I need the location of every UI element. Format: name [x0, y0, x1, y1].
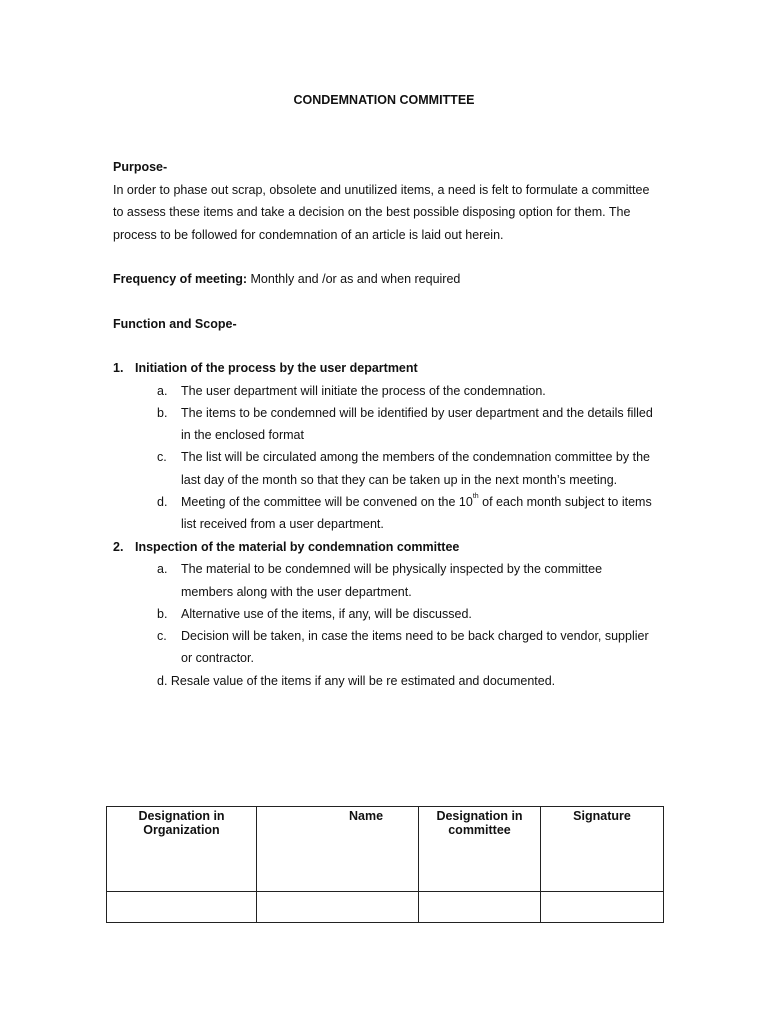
frequency-value: Monthly and /or as and when required	[247, 272, 461, 286]
section-1-item-a-text: The user department will initiate the process of the condemnation.	[181, 384, 546, 398]
header-signature-label: Signature	[573, 809, 631, 823]
header-name	[257, 807, 419, 892]
frequency-label: Frequency of meeting:	[113, 272, 248, 286]
section-1-item-c-text-1: The list will be circulated among the members of the condemnation committee by the	[181, 450, 650, 464]
section-1-item-a-letter: a.	[157, 384, 168, 398]
section-2-item-a-letter: a.	[157, 562, 168, 576]
cell-designation-organization[interactable]	[107, 892, 257, 923]
header-designation-committee-line-2: committee	[448, 823, 511, 837]
cell-signature[interactable]	[541, 892, 664, 923]
item-d-pre: Meeting of the committee will be convened on the 10	[181, 495, 473, 509]
frequency-line	[113, 272, 460, 286]
purpose-line-3: process to be followed for condemnation of an article is laid out herein.	[113, 228, 504, 242]
section-2-item-b-letter: b.	[157, 607, 168, 621]
header-name-label: Name	[349, 809, 384, 823]
section-1-item-d-text-2: list received from a user department.	[181, 517, 384, 531]
function-heading: Function and Scope-	[113, 317, 237, 331]
section-1-item-c-text-2: last day of the month so that they can be taken up in the next month’s meeting.	[181, 473, 618, 487]
purpose-line-1: In order to phase out scrap, obsolete and unutilized items, a need is felt to formulate a committee	[113, 183, 650, 197]
section-1-item-b-text-1: The items to be condemned will be identified by user department and the details filled	[181, 406, 653, 420]
header-designation-committee	[419, 807, 541, 892]
section-2-item-a-text-1: The material to be condemned will be physically inspected by the committee	[181, 562, 603, 576]
section-2-item-c-letter: c.	[157, 629, 167, 643]
page-title: CONDEMNATION COMMITTEE	[293, 93, 475, 107]
section-1-item-d-text-1	[181, 495, 652, 509]
item-d-post: of each month subject to items	[478, 495, 652, 509]
header-designation-organization-line-1: Designation in	[138, 809, 225, 823]
section-1-heading: Initiation of the process by the user department	[135, 361, 418, 375]
cell-name[interactable]	[257, 892, 419, 923]
section-2-item-a-text-2: members along with the user department.	[181, 585, 412, 599]
table-row	[107, 892, 664, 923]
section-1-item-b-letter: b.	[157, 406, 168, 420]
committee-table	[106, 806, 664, 923]
section-1-item-b-text-2: in the enclosed format	[181, 428, 304, 442]
header-designation-organization-line-2: Organization	[143, 823, 220, 837]
header-signature	[541, 807, 664, 892]
header-designation-organization	[107, 807, 257, 892]
section-2-item-c-text-1: Decision will be taken, in case the items need to be back charged to vendor, supplier	[181, 629, 649, 643]
section-2-item-b-text: Alternative use of the items, if any, will be discussed.	[181, 607, 472, 621]
section-2-heading: Inspection of the material by condemnation committee	[135, 540, 460, 554]
purpose-heading: Purpose-	[113, 160, 168, 174]
header-designation-committee-line-1: Designation in	[436, 809, 523, 823]
section-1-item-d-letter: d.	[157, 495, 168, 509]
item-d-superscript: th	[472, 493, 479, 500]
purpose-line-2: to assess these items and take a decision on the best possible disposing option for them. The	[113, 205, 631, 219]
table-header-row	[107, 807, 664, 892]
cell-designation-committee[interactable]	[419, 892, 541, 923]
section-1-item-c-letter: c.	[157, 450, 167, 464]
section-2-item-d-text: d. Resale value of the items if any will be re estimated and documented.	[157, 674, 556, 688]
section-2-number: 2.	[113, 540, 124, 554]
section-1-number: 1.	[113, 361, 124, 375]
section-2-item-c-text-2: or contractor.	[181, 651, 254, 665]
